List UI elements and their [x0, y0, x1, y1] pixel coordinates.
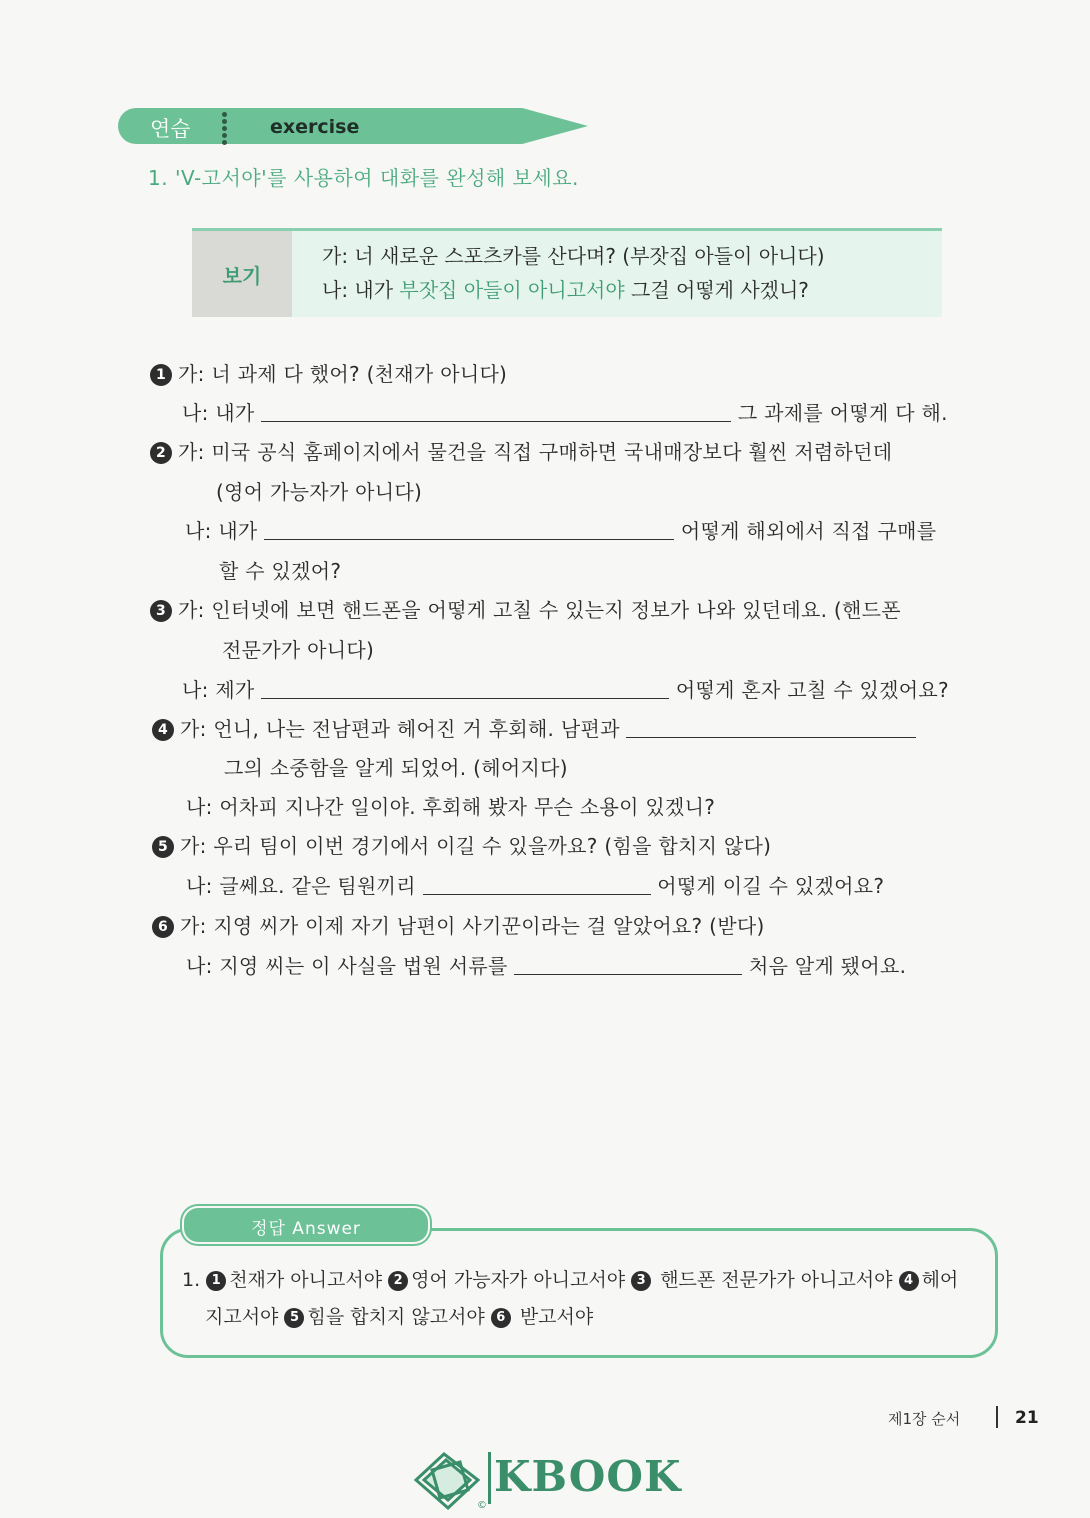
question-5-a-text: 가: 우리 팀이 이번 경기에서 이길 수 있을까요? (힘을 합치지 않다)	[180, 834, 772, 858]
answer-blank-1[interactable]	[261, 403, 731, 422]
question-5-b-pre: 나: 글쎄요. 같은 팀원끼리	[186, 874, 416, 898]
example-line-2-pre: 나: 내가	[322, 278, 400, 302]
question-1-b	[182, 397, 948, 426]
example-highlight: 부잣집 아들이 아니고서야	[399, 278, 625, 302]
answer-number-1-icon: 1	[206, 1271, 226, 1291]
question-4-a	[152, 713, 916, 742]
question-6-b	[186, 950, 906, 979]
question-1-a	[150, 358, 507, 387]
answer-blank-4[interactable]	[626, 719, 916, 738]
example-label: 보기	[192, 231, 292, 317]
question-6-b-pre: 나: 지영 씨는 이 사실을 법원 서류를	[186, 954, 508, 978]
number-6-icon: 6	[152, 916, 174, 938]
answer-number-4-icon: 4	[899, 1271, 919, 1291]
question-4-b: 나: 어차피 지나간 일이야. 후회해 봤자 무슨 소용이 있겠니?	[186, 795, 716, 819]
section-tag-korean: 연습	[150, 117, 191, 141]
answer-2: 영어 가능자가 아니고서야	[411, 1269, 626, 1291]
question-5-b	[186, 870, 884, 899]
footer-divider	[996, 1406, 998, 1428]
number-5-icon: 5	[152, 836, 174, 858]
logo-wordmark: KBOOK	[494, 1452, 682, 1501]
question-2-a	[150, 436, 892, 465]
answer-4-part1: 헤어	[921, 1269, 959, 1291]
answer-number-3-icon: 3	[631, 1271, 651, 1291]
answer-5: 힘을 합치지 않고서야	[307, 1306, 485, 1328]
answer-tab-label: 정답 Answer	[251, 1219, 361, 1239]
answer-blank-2[interactable]	[264, 521, 674, 540]
answer-line-2	[205, 1302, 593, 1329]
answer-blank-5[interactable]	[423, 876, 651, 895]
question-1-a-text: 가: 너 과제 다 했어? (천재가 아니다)	[178, 362, 508, 386]
answer-number-2-icon: 2	[388, 1271, 408, 1291]
question-3-b-pre: 나: 제가	[182, 678, 255, 702]
question-6-b-post: 처음 알게 됐어요.	[749, 954, 907, 978]
example-line-2-post: 그걸 어떻게 사겠니?	[624, 278, 809, 302]
question-1-b-post: 그 과제를 어떻게 다 해.	[737, 401, 948, 425]
question-4-a2: 그의 소중함을 알게 되었어. (헤어지다)	[224, 756, 568, 780]
question-2-b-pre: 나: 내가	[185, 519, 258, 543]
question-2-b-post: 어떻게 해외에서 직접 구매를	[680, 519, 937, 543]
answer-number-6-icon: 6	[491, 1308, 511, 1328]
question-3-b	[182, 674, 949, 703]
question-2-b	[185, 515, 936, 544]
copyright-mark: ©	[477, 1500, 487, 1511]
answer-prefix: 1.	[182, 1269, 201, 1291]
question-6-a	[152, 910, 765, 939]
number-3-icon: 3	[150, 600, 172, 622]
example-line-2	[322, 274, 809, 303]
answer-blank-3[interactable]	[261, 680, 669, 699]
chapter-title: 제1장 순서	[888, 1410, 961, 1428]
number-4-icon: 4	[152, 719, 174, 741]
answer-4-part2: 지고서야	[205, 1306, 279, 1328]
question-2-a2: (영어 가능자가 아니다)	[216, 480, 423, 504]
example-line-1: 가: 너 새로운 스포츠카를 산다며? (부잣집 아들이 아니다)	[322, 244, 825, 268]
question-6-a-text: 가: 지영 씨가 이제 자기 남편이 사기꾼이라는 걸 알았어요? (받다)	[180, 914, 765, 938]
question-2-a-text: 가: 미국 공식 홈페이지에서 물건을 직접 구매하면 국내매장보다 훨씬 저렴하던데	[178, 440, 893, 464]
question-3-a-text: 가: 인터넷에 보면 핸드폰을 어떻게 고칠 수 있는지 정보가 나와 있던데요. (핸드폰	[178, 598, 901, 622]
question-5-a	[152, 830, 771, 859]
question-1-b-pre: 나: 내가	[182, 401, 255, 425]
page-number: 21	[1015, 1408, 1039, 1428]
answer-box	[160, 1228, 998, 1358]
question-3-a	[150, 594, 901, 623]
question-2-b2: 할 수 있겠어?	[219, 559, 342, 583]
answer-line-1	[182, 1265, 958, 1292]
question-5-b-post: 어떻게 이길 수 있겠어요?	[657, 874, 885, 898]
dots-divider-icon	[218, 110, 230, 144]
answer-6: 받고서야	[519, 1306, 594, 1328]
question-4-a-text: 가: 언니, 나는 전남편과 헤어진 거 후회해. 남편과	[180, 717, 620, 741]
section-tag-english: exercise	[270, 116, 360, 138]
number-2-icon: 2	[150, 442, 172, 464]
question-3-a2: 전문가가 아니다)	[222, 638, 375, 662]
number-1-icon: 1	[150, 364, 172, 386]
answer-blank-6[interactable]	[514, 956, 742, 975]
answer-1: 천재가 아니고서야	[229, 1269, 383, 1291]
exercise-instruction: 1. 'V-고서야'를 사용하여 대화를 완성해 보세요.	[148, 166, 579, 190]
question-3-b-post: 어떻게 혼자 고칠 수 있겠어요?	[675, 678, 949, 702]
answer-3: 핸드폰 전문가가 아니고서야	[660, 1269, 893, 1291]
answer-number-5-icon: 5	[284, 1308, 304, 1328]
